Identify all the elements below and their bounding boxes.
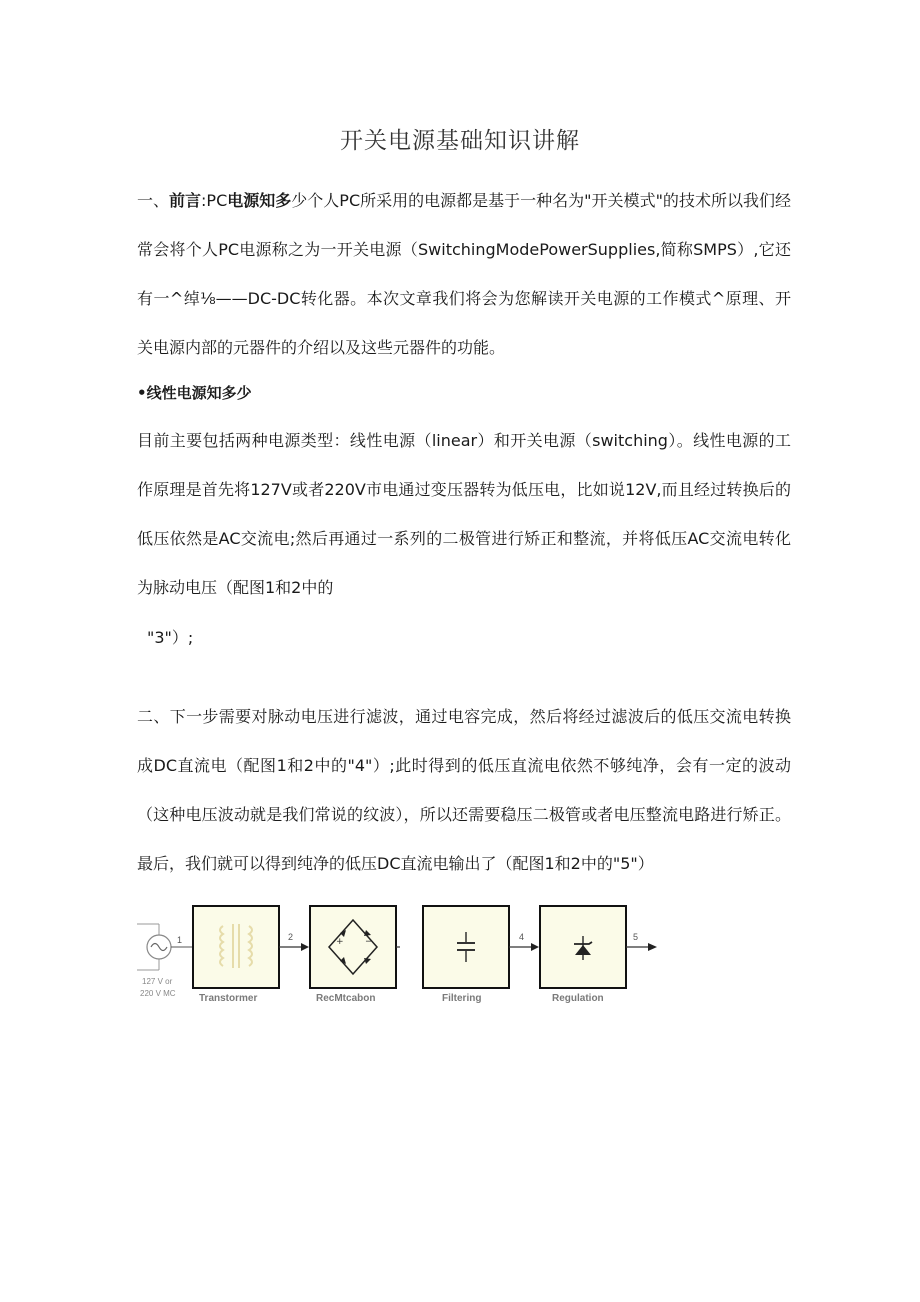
intro-prefix: 一、 [137,191,170,210]
stage-label-regulation: Regulation [552,993,604,1004]
page-title: 开关电源基础知识讲解 [340,128,580,154]
svg-text:+: + [336,937,344,947]
input-voltage-label-2: 220 V MC [140,989,176,998]
stage-label-transformer: Transtormer [199,993,258,1004]
intro-bold-pc: 电源知多 [227,191,292,210]
intro-rest: 少个人PC所采用的电源都是基于一种名为"开关模式"的技术所以我们经常会将个人PC电源称之为一开关电源（SwitchingModePowerSupplies,简称SMPS）,它还有一^绰⅛——DC-DC转化器。本次文章我们将会为您解读开关电源的工作模式^原理、开关电源内部的元器件的介绍以及这些元器件的功能。 [137,191,791,357]
svg-text:−: − [365,937,373,947]
power-supply-block-diagram [137,902,667,1012]
linear-paragraph: 目前主要包括两种电源类型：线性电源（linear）和开关电源（switching）。线性电源的工作原理是首先将127V或者220V市电通过变压器转为低压电，比如说12V,而且经过转换后的低压依然是AC交流电;然后再通过一系列的二极管进行矫正和整流，并将低压AC交流电转化为脉动电压（配图1和2中的 [137,431,791,597]
stage-label-filtering: Filtering [442,993,482,1004]
ac-source-icon [137,924,193,970]
transformer-block [193,906,279,988]
wire-number-5: 5 [633,932,639,942]
stage-label-rectification: RecMtcabon [316,993,376,1004]
intro-paragraph [137,176,791,372]
input-voltage-label-1: 127 V or [142,977,173,986]
filter-capacitor-block [423,906,509,988]
quote-3-line: "3"）; [147,628,194,647]
section-heading-linear: •线性电源知多少 [137,384,252,402]
intro-mid: :PC [201,191,228,210]
wire-number-4: 4 [519,932,525,942]
step2-paragraph: 二、下一步需要对脉动电压进行滤波，通过电容完成，然后将经过滤波后的低压交流电转换成DC直流电（配图1和2中的"4"）;此时得到的低压直流电依然不够纯净，会有一定的波动（这种电压波动就是我们常说的纹波），所以还需要稳压二极管或者电压整流电路进行矫正。最后，我们就可以得到纯净的低压DC直流电输出了（配图1和2中的"5"） [137,707,791,873]
rectifier-block [310,906,396,988]
wire-number-2: 2 [288,932,294,942]
regulator-zener-block [540,906,626,988]
wire-number-1: 1 [177,935,183,945]
intro-bold-preface: 前言 [169,191,202,210]
